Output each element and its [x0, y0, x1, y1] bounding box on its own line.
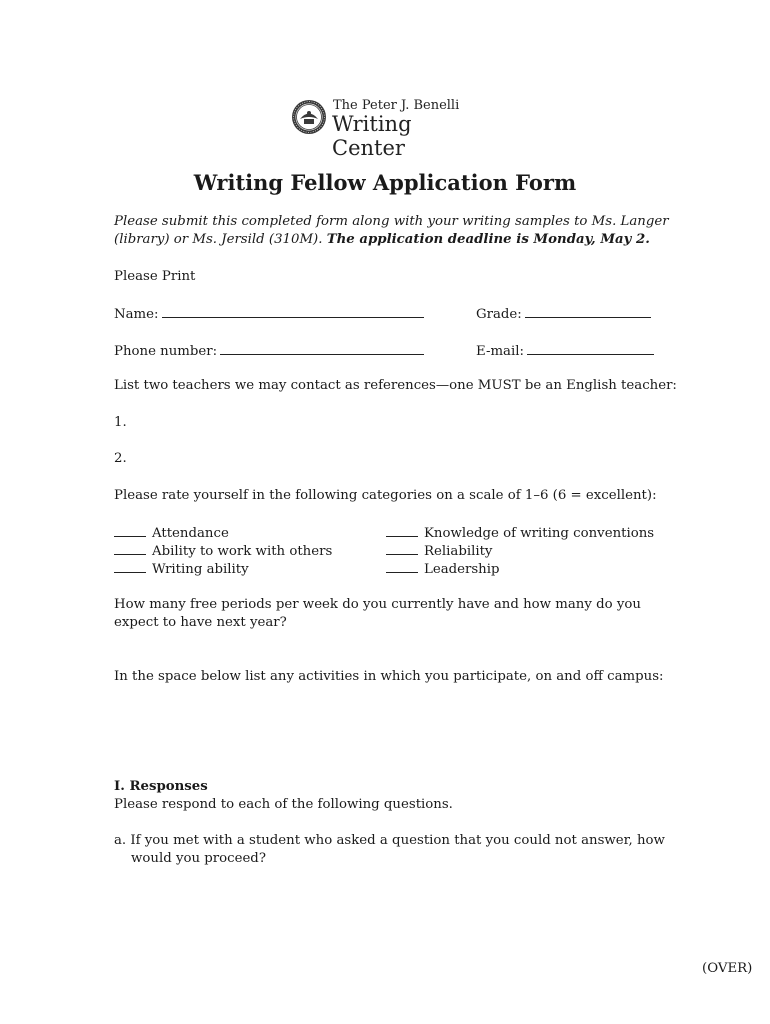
phone-label: Phone number:	[114, 344, 218, 359]
rating-label: Attendance	[152, 526, 229, 541]
rating-prompt: Please rate yourself in the following categories on a scale of 1–6 (6 = excellent):	[114, 488, 657, 503]
rating-blank[interactable]	[114, 541, 146, 555]
form-title: Writing Fellow Application Form	[193, 170, 577, 195]
name-label: Name:	[114, 307, 159, 322]
rating-label: Reliability	[424, 544, 493, 559]
question-a-line2: would you proceed?	[131, 851, 266, 866]
phone-blank-line[interactable]	[220, 341, 424, 355]
logo-subtitle: The Peter J. Benelli	[333, 98, 460, 113]
rating-item-attendance[interactable]	[114, 523, 229, 543]
please-print-label: Please Print	[114, 269, 196, 284]
rating-item-writing-ability[interactable]	[114, 559, 249, 579]
rating-item-leadership[interactable]	[386, 559, 500, 579]
rating-blank[interactable]	[114, 559, 146, 573]
free-periods-question-line1: How many free periods per week do you currently have and how many do you	[114, 597, 641, 612]
email-blank-line[interactable]	[527, 341, 654, 355]
activities-prompt: In the space below list any activities in which you participate, on and off campus:	[114, 669, 664, 684]
responses-intro: Please respond to each of the following questions.	[114, 797, 453, 812]
rating-label: Knowledge of writing conventions	[424, 526, 655, 541]
email-label: E-mail:	[476, 344, 524, 359]
rating-blank[interactable]	[386, 541, 418, 555]
email-field[interactable]	[476, 341, 654, 361]
reference-1[interactable]: 1.	[114, 415, 127, 430]
rating-blank[interactable]	[386, 559, 418, 573]
rating-label: Writing ability	[152, 562, 249, 577]
rating-item-reliability[interactable]	[386, 541, 492, 561]
rating-label: Leadership	[424, 562, 500, 577]
references-prompt: List two teachers we may contact as references—one MUST be an English teacher:	[114, 378, 677, 393]
name-blank-line[interactable]	[162, 304, 424, 318]
deadline-text: The application deadline is Monday, May 2.	[326, 232, 650, 247]
responses-heading: I. Responses	[114, 779, 208, 794]
over-indicator: (OVER)	[702, 961, 753, 976]
writing-center-logo	[291, 98, 481, 160]
phone-field[interactable]	[114, 341, 424, 361]
intro-text-continued: (library) or Ms. Jersild (310M).	[114, 232, 327, 247]
rating-item-conventions[interactable]	[386, 523, 654, 543]
reference-2[interactable]: 2.	[114, 451, 127, 466]
rating-label: Ability to work with others	[152, 544, 333, 559]
grade-label: Grade:	[476, 307, 522, 322]
school-seal-icon	[291, 99, 327, 135]
free-periods-question-line2: expect to have next year?	[114, 615, 287, 630]
grade-blank-line[interactable]	[525, 304, 651, 318]
logo-title: Writing Center	[332, 112, 412, 160]
name-field[interactable]	[114, 304, 424, 324]
rating-blank[interactable]	[114, 523, 146, 537]
question-a-line1: a. If you met with a student who asked a question that you could not answer, how	[114, 833, 665, 848]
rating-blank[interactable]	[386, 523, 418, 537]
intro-text-line1: Please submit this completed form along with your writing samples to Ms. Langer	[114, 214, 669, 229]
grade-field[interactable]	[476, 304, 651, 324]
intro-text-line2	[114, 231, 650, 249]
rating-item-teamwork[interactable]	[114, 541, 332, 561]
